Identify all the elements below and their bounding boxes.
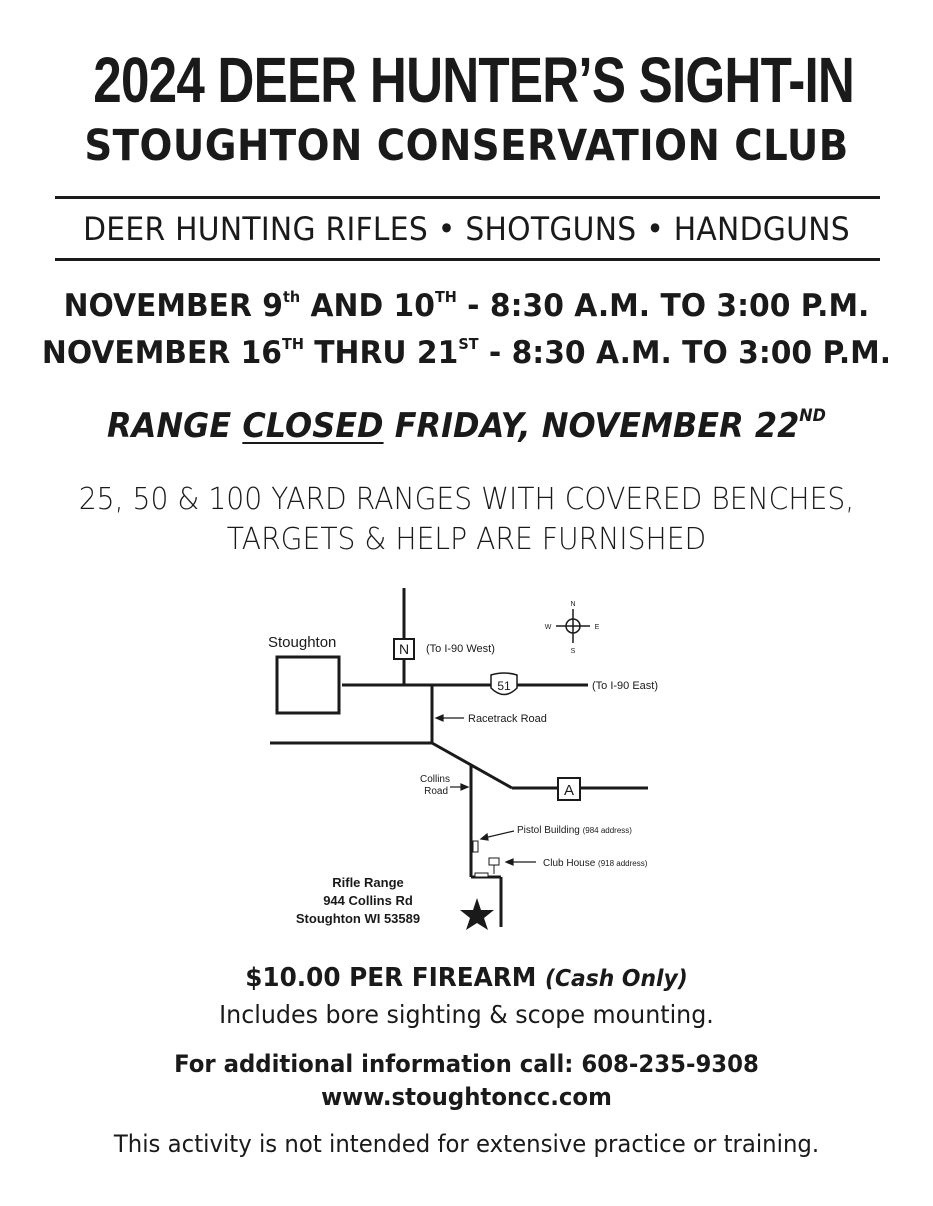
dates-line-2: NOVEMBER 16TH THRU 21ST - 8:30 A.M. TO 3:00 P.M. <box>41 335 892 371</box>
club-house-marker <box>489 858 499 865</box>
to-i90-west-label: (To I-90 West) <box>426 643 495 655</box>
svg-text:W: W <box>544 624 552 631</box>
club-house-arrow-icon <box>506 859 536 865</box>
svg-text:S: S <box>570 648 576 655</box>
price-line: $10.00 PER FIREARM (Cash Only) <box>245 963 688 993</box>
racetrack-arrow-icon <box>436 715 464 721</box>
rifle-range-marker <box>475 873 488 877</box>
firearms-line: DEER HUNTING RIFLES • SHOTGUNS • HANDGUNS <box>83 210 850 248</box>
collins-road-label-1: Collins <box>419 774 450 785</box>
rifle-range-address: 944 Collins Rd <box>323 893 413 908</box>
town-label: Stoughton <box>268 634 337 651</box>
pistol-arrow-icon <box>481 831 514 840</box>
club-house-label: Club House (918 address) <box>543 858 648 869</box>
dates-line-1: NOVEMBER 9th AND 10TH - 8:30 A.M. TO 3:00 P.M. <box>63 288 870 324</box>
town-box <box>277 657 339 713</box>
racetrack-road-label: Racetrack Road <box>468 713 547 725</box>
hwy-n-label: N <box>398 641 410 657</box>
to-i90-east-label: (To I-90 East) <box>592 680 659 692</box>
collins-road-label-2: Road <box>424 786 448 797</box>
bottom-rule <box>55 258 880 261</box>
compass-icon <box>545 601 600 655</box>
star-icon <box>460 898 494 930</box>
rifle-range-city: Stoughton WI 53589 <box>295 911 421 926</box>
directions-map <box>260 585 680 935</box>
svg-text:E: E <box>594 624 600 631</box>
ranges-line-1: 25, 50 & 100 YARD RANGES WITH COVERED BENCHES, <box>78 482 855 517</box>
club-name: STOUGHTON CONSERVATION CLUB <box>84 121 849 171</box>
us51-label: 51 <box>497 679 511 693</box>
pistol-building-label: Pistol Building (984 address) <box>517 825 632 836</box>
ranges-line-2: TARGETS & HELP ARE FURNISHED <box>226 522 707 557</box>
range-closed-notice: RANGE CLOSED FRIDAY, NOVEMBER 22ND <box>107 406 826 446</box>
hwy-a-label: A <box>563 782 575 799</box>
website-link[interactable]: www.stoughtoncc.com <box>321 1083 612 1111</box>
pistol-building-marker <box>473 841 478 852</box>
event-title: 2024 DEER HUNTER’S SIGHT-IN <box>93 44 855 116</box>
includes-line: Includes bore sighting & scope mounting. <box>219 1000 714 1029</box>
top-rule <box>55 196 880 199</box>
collins-arrow-icon <box>450 784 468 790</box>
disclaimer: This activity is not intended for extensive practice or training. <box>113 1130 820 1158</box>
rifle-range-label: Rifle Range <box>332 875 404 890</box>
svg-text:N: N <box>570 601 576 608</box>
phone-line: For additional information call: 608-235-9308 <box>174 1050 759 1078</box>
